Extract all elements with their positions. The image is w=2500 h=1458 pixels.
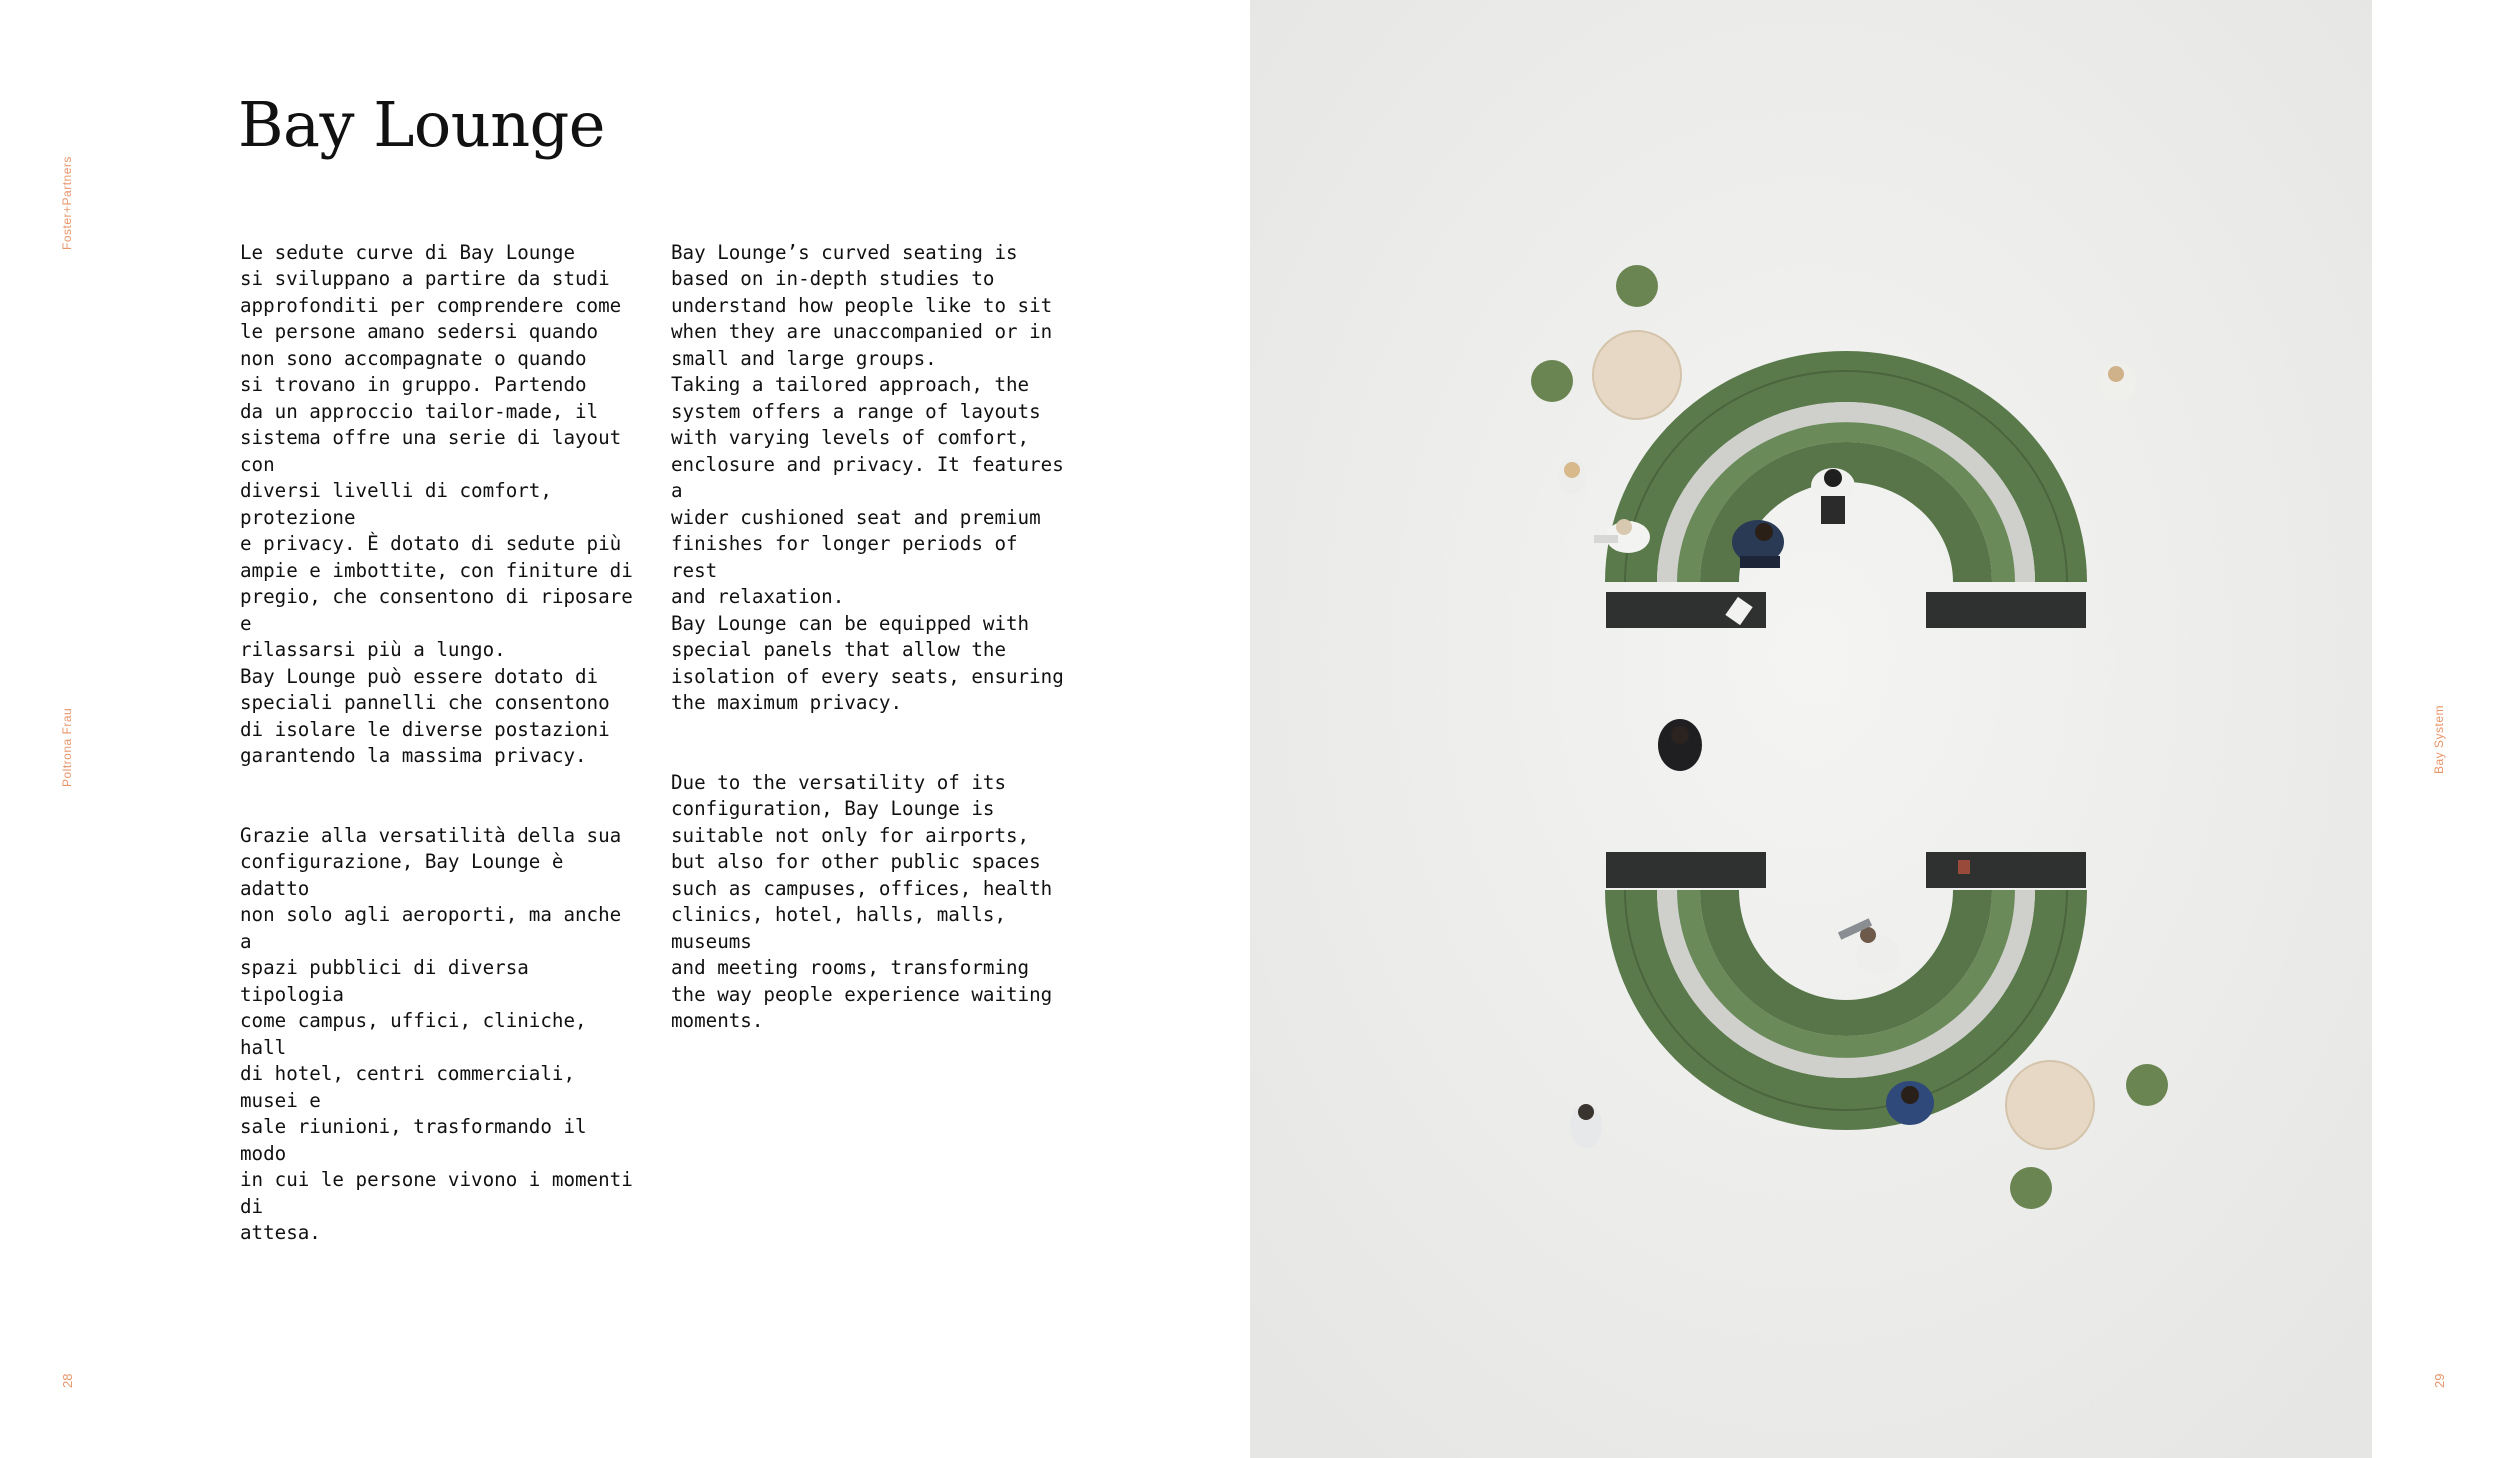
page-number-right: 29 bbox=[2432, 1373, 2447, 1388]
system-label: Bay System bbox=[2432, 704, 2446, 774]
brand-label: Poltrona Frau bbox=[60, 707, 74, 787]
page-number-left: 28 bbox=[60, 1373, 75, 1388]
product-photo bbox=[1250, 0, 2372, 1458]
italian-paragraph-1: Le sedute curve di Bay Lounge si sviluppano a partire da studi approfonditi per comprendere come le persone amano sedersi quando non sono accompagnate o quando si trovano in gruppo. Partendo da un approccio tailor-made, il sistema offre una serie di layout con diversi livelli di comfort, protezione e privacy. È dotato di sedute più ampie e imbottite, con finiture di pregio, che consentono di riposare e rilassarsi più a lungo. Bay Lounge può essere dotato di speciali pannelli che consentono di isolare le diverse postazioni garantendo la massima privacy. bbox=[240, 240, 633, 767]
english-text-column bbox=[671, 213, 1066, 1088]
floor bbox=[1250, 0, 2372, 1458]
right-margin bbox=[2372, 0, 2500, 1458]
page-title: Bay Lounge bbox=[238, 88, 605, 161]
italian-text-column bbox=[240, 213, 635, 1300]
english-paragraph-1: Bay Lounge’s curved seating is based on in-depth studies to understand how people like to sit when they are unaccompanied or in small and large groups. Taking a tailored approach, the system offers a range of layouts with varying levels of comfort, enclosure and privacy. It features a wider cushioned seat and premium finishes for longer periods of rest and relaxation. Bay Lounge can be equipped with special panels that allow the isolation of every seats, ensuring the maximum privacy. bbox=[671, 240, 1064, 714]
bay-lounge-top-view-image bbox=[1250, 0, 2372, 1458]
author-label: Foster+Partners bbox=[60, 156, 74, 250]
italian-paragraph-2: Grazie alla versatilità della sua configurazione, Bay Lounge è adatto non solo agli aeroporti, ma anche a spazi pubblici di diversa tipologia come campus, uffici, cliniche, hall di hotel, centri commerciali, musei e sale riunioni, trasformando il modo in cui le persone vivono i momenti di attesa. bbox=[240, 823, 633, 1244]
english-paragraph-2: Due to the versatility of its configuration, Bay Lounge is suitable not only for airports, but also for other public spaces such as campuses, offices, health clinics, hotel, halls, malls, museums and meeting rooms, transforming the way people experience waiting moments. bbox=[671, 770, 1053, 1032]
